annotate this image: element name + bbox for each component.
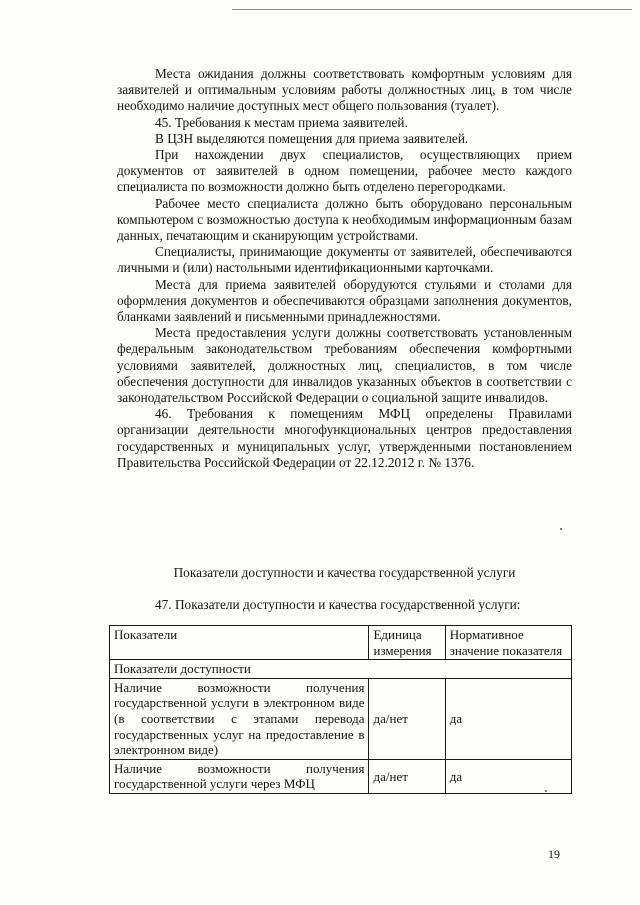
header-unit: Единица измерения <box>369 626 445 660</box>
paragraph-reception-furniture: Места для приема заявителей оборудуются стульями и столами для оформления документов и обеспечиваются образцами заполнения документов, бланками заявлений и письменными принадлежностями. <box>117 276 572 325</box>
row-value: да <box>445 759 571 793</box>
paragraph-waiting-areas: Места ожидания должны соответствовать комфортным условиям для заявителей и оптимальным условиям работы должностных лиц, в том числе необходимо наличие доступных мест общего пользования (туалет). <box>117 66 572 114</box>
body-text <box>117 66 572 471</box>
table-group-row <box>110 660 572 679</box>
table-row <box>110 759 572 793</box>
paragraph-id-cards: Специалисты, принимающие документы от заявителей, обеспечиваются личными и (или) настольными идентификационными карточками. <box>117 244 572 276</box>
page-number: 19 <box>548 847 560 861</box>
paragraph-service-places: Места предоставления услуги должны соответствовать установленным федеральным законодательством требованиям обеспечения комфортными условиями заявителей, должностных лиц, специалистов, в том числе обеспечения доступности для инвалидов указанных объектов в соответствии с законодательством Российской Федерации о социальной защите инвалидов. <box>117 325 572 406</box>
header-indicators: Показатели <box>110 626 369 660</box>
header-normative-value: Нормативное значение показателя <box>445 626 571 660</box>
table-header-row <box>110 626 572 660</box>
paragraph-item-45: 45. Требования к местам приема заявителей. <box>155 114 408 130</box>
row-unit: да/нет <box>369 759 445 793</box>
scan-speck <box>560 528 562 530</box>
paragraph-workplace: Рабочее место специалиста должно быть оборудовано персональным компьютером с возможностью доступа к необходимым информационным базам данных, печатающим и сканирующим устройствами. <box>117 195 572 244</box>
paragraph-item-47: 47. Показатели доступности и качества государственной услуги: <box>155 597 521 612</box>
section-heading: Показатели доступности и качества государственной услуги <box>173 565 516 580</box>
row-indicator: Наличие возможности получения государственной услуги в электронном виде (в соответствии с этапами перевода государственных услуг на предоставление в электронном виде) <box>110 678 369 759</box>
scan-edge-line <box>232 9 632 10</box>
group-accessibility: Показатели доступности <box>110 660 572 679</box>
row-unit: да/нет <box>369 678 445 759</box>
row-value: да <box>445 678 571 759</box>
table-row <box>110 678 572 759</box>
scan-speck <box>545 790 547 792</box>
paragraph-item-46: 46. Требования к помещениям МФЦ определены Правилами организации деятельности многофункциональных центров предоставления государственных и муниципальных услуг, утвержденными постановлением Правительства Российской Федерации от 22.12.2012 г. № 1376. <box>117 406 572 470</box>
row-indicator: Наличие возможности получения государственной услуги через МФЦ <box>110 759 369 793</box>
indicators-table <box>109 625 572 794</box>
paragraph-czn-rooms: В ЦЗН выделяются помещения для приема заявителей. <box>155 130 469 146</box>
paragraph-two-specialists: При нахождении двух специалистов, осуществляющих прием документов от заявителей в одном помещении, рабочее место каждого специалиста по возможности должно быть отделено перегородками. <box>117 147 572 195</box>
